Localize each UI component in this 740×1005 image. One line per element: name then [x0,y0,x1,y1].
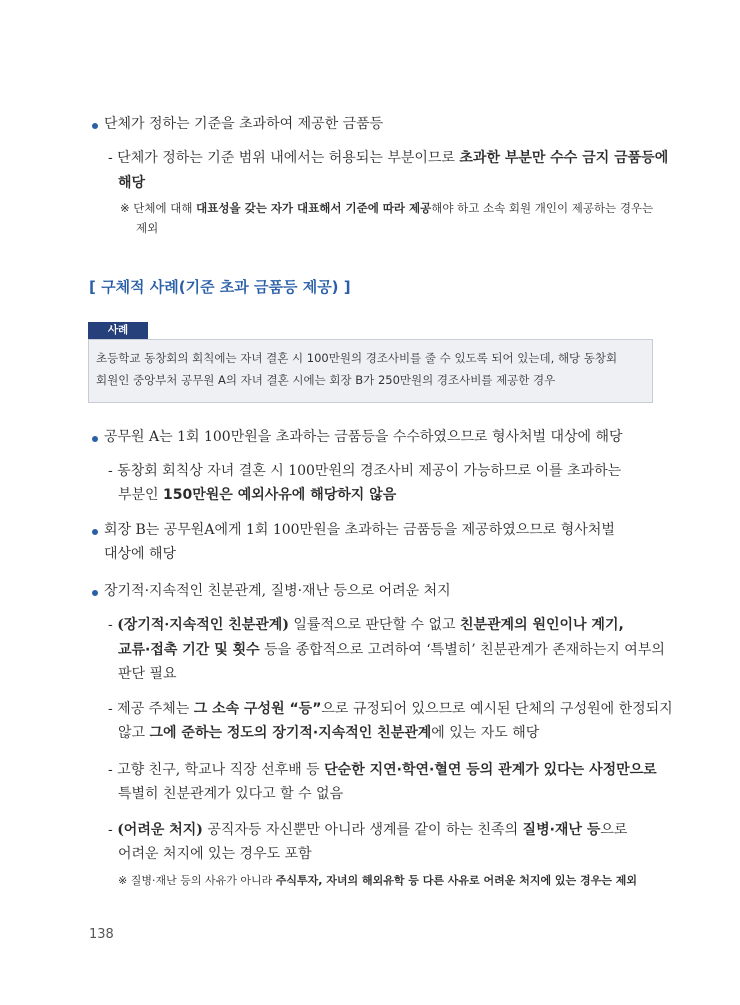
bullet-text: 공무원 A는 1회 100만원을 초과하는 금품등을 수수하였으므로 형사처벌 대상에 해당 [104,429,623,445]
sub-item-text-cont: 특별히 친분관계가 있다고 할 수 없음 [118,786,344,802]
sub-item-text-cont: 교류·접촉 기간 및 횟수 등을 종합적으로 고려하여 ‘특별히’ 친분관계가 존재하는지 여부의 [118,642,665,658]
sub-item-text: - 제공 주체는 그 소속 구성원 “등”으로 규정되어 있으므로 예시된 단체의 구성원에 한정되지 [108,701,673,717]
bullet-text: 장기적·지속적인 친분관계, 질병·재난 등으로 어려운 처지 [104,583,451,599]
note-text-cont: 제외 [136,221,159,235]
sub-item-text-cont: 판단 필요 [118,666,177,682]
section-title: [ 구체적 사례(기준 초과 금품등 제공) ] [89,278,351,296]
sub-item-text: - (장기적·지속적인 친분관계) 일률적으로 판단할 수 없고 친분관계의 원인이나 계기, [108,617,624,633]
case-text-line: 초등학교 동창회의 회칙에는 자녀 결혼 시 100만원의 경조사비를 줄 수 있도록 되어 있는데, 해당 동창회 [96,351,618,365]
sub-item-text-cont: 해당 [118,175,146,191]
sub-item-text: - 동창회 회칙상 자녀 결혼 시 100만원의 경조사비 제공이 가능하므로 이를 초과하는 [108,463,622,479]
sub-item-text-cont: 않고 그에 준하는 정도의 장기적·지속적인 친분관계에 있는 자도 해당 [118,725,540,741]
bullet-dot [92,529,98,535]
bullet-dot [92,436,98,442]
bullet-text-cont: 대상에 해당 [104,546,177,562]
bullet-text: 회장 B는 공무원A에게 1회 100만원을 초과하는 금품등을 제공하였으므로 형사처벌 [104,522,615,538]
note-text: ※ 단체에 대해 대표성을 갖는 자가 대표해서 기준에 따라 제공해야 하고 소속 회원 개인이 제공하는 경우는 [120,201,654,215]
case-text-line: 회원인 중앙부처 공무원 A의 자녀 결혼 시에는 회장 B가 250만원의 경조사비를 제공한 경우 [96,373,556,387]
sub-item-text: - (어려운 처지) 공직자등 자신뿐만 아니라 생계를 같이 하는 친족의 질병·재난 등으로 [108,822,628,838]
page-number: 138 [89,927,114,942]
case-tag: 사례 [88,322,148,339]
sub-item-text: - 단체가 정하는 기준 범위 내에서는 허용되는 부분이므로 초과한 부분만 수수 금지 금품등에 [108,150,669,166]
bullet-text: 단체가 정하는 기준을 초과하여 제공한 금품등 [104,116,384,132]
sub-item-text-cont: 어려운 처지에 있는 경우도 포함 [118,846,312,862]
note-text: ※ 질병·재난 등의 사유가 아니라 주식투자, 자녀의 해외유학 등 다른 사유로 어려운 처지에 있는 경우는 제외 [118,874,637,887]
bullet-dot [92,590,98,596]
sub-item-text-cont: 부분인 150만원은 예외사유에 해당하지 않음 [118,487,397,503]
sub-item-text: - 고향 친구, 학교나 직장 선후배 등 단순한 지연·학연·혈연 등의 관계가 있다는 사정만으로 [108,762,657,778]
bullet-dot [92,123,98,129]
